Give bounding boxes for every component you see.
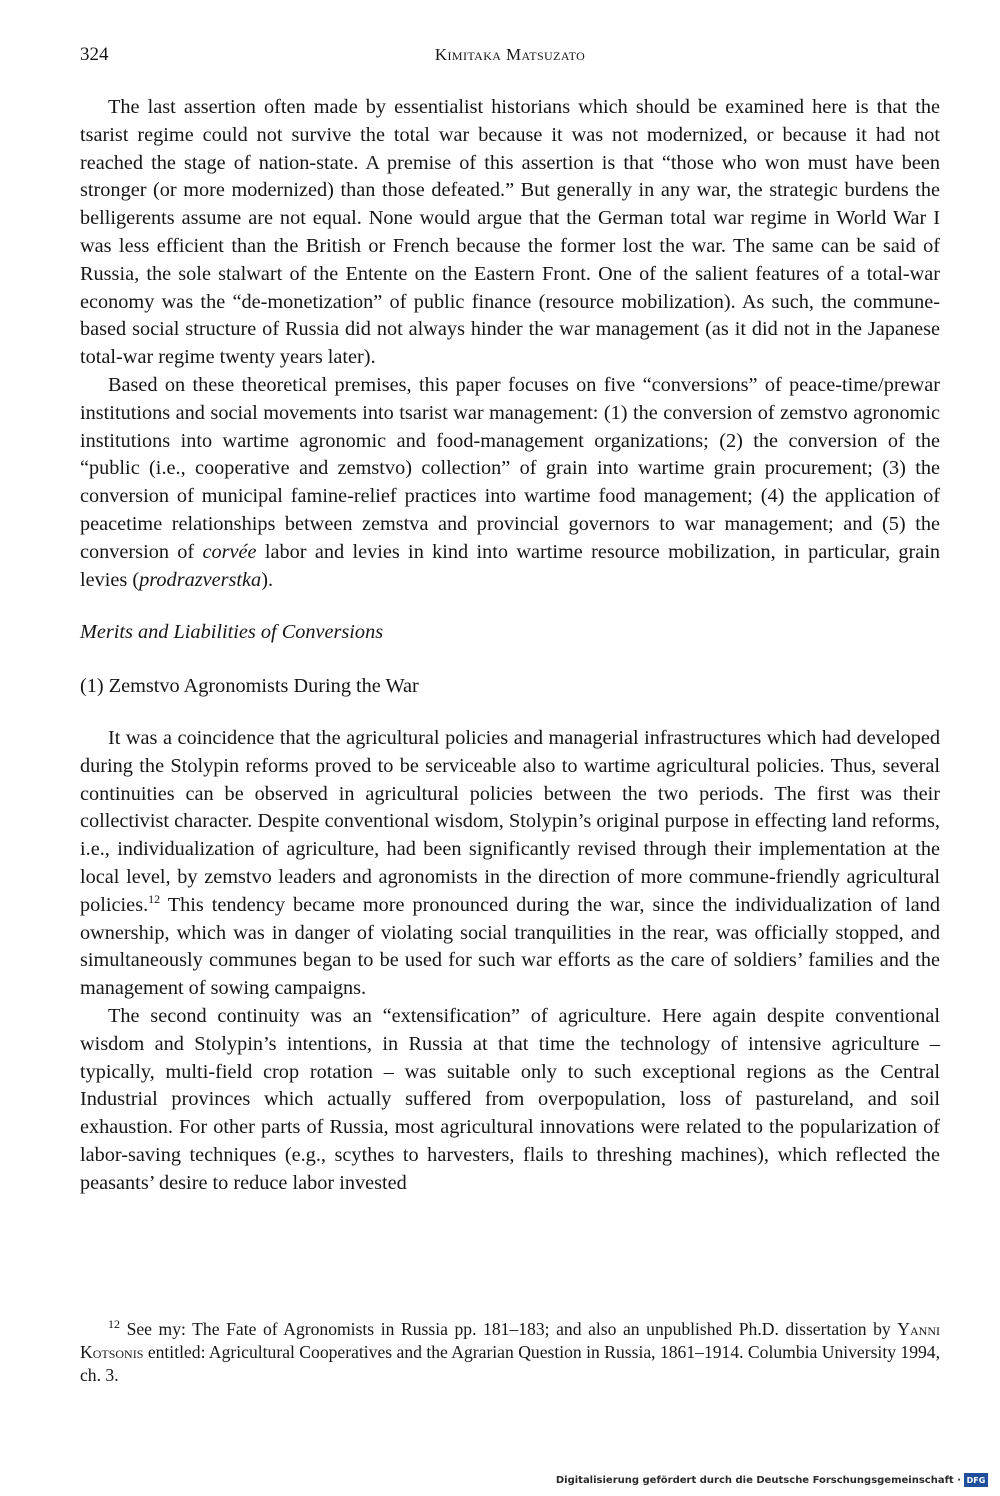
- page-number: 324: [80, 44, 109, 65]
- italic-term: corvée: [202, 540, 257, 563]
- digitization-footer: [556, 1471, 988, 1489]
- body-text: [80, 94, 940, 1197]
- footnote-author: Yanni Kotsonis: [80, 1319, 940, 1362]
- italic-term: prodrazverstka: [139, 568, 262, 591]
- page-header: [80, 44, 940, 74]
- footnote-mark: 12: [108, 1317, 120, 1332]
- footnote-text: See my: The Fate of Agronomists in Russia pp. 181–183; and also an unpublished Ph.D. dissertation by: [126, 1319, 891, 1339]
- paragraph: [80, 725, 940, 1003]
- paragraph: [80, 372, 940, 594]
- paragraph-text: labor and levies in kind into wartime resource mobilization, in particular, grain levies (: [80, 540, 941, 591]
- footnote: [80, 1318, 940, 1387]
- section-heading: Merits and Liabilities of Conversions: [80, 621, 384, 644]
- dfg-logo-icon: DFG: [964, 1473, 988, 1487]
- paragraph-text: Based on these theoretical premises, this paper focuses on five “conversions” of peace-time/prewar institutions and social movements into tsarist war management: (1) the conversion of zemstvo agronomic institutions into wartime agronomic and food-management organizations; (2) the conversion of the “public (i.e., cooperative and zemstvo) collection” of grain into wartime grain procurement; (3) the conversion of municipal famine-relief practices into wartime food management; (4) the application of peacetime relationships between zemstva and provincial governors to war management; and (5) the conversion of: [80, 373, 940, 563]
- footnotes: [80, 1318, 940, 1387]
- paragraph: The last assertion often made by essentialist historians which should be examined here is that the tsarist regime could not survive the total war because it was not modernized, or because it had not reached the stage of nation-state. A premise of this assertion is that “those who won must have been stronger (or more modernized) than those defeated.” But generally in any war, the strategic burdens the belligerents assume are not equal. None would argue that the German total war regime in World War I was less efficient than the British or French because the former lost the war. The same can be said of Russia, the sole stalwart of the Entente on the Eastern Front. One of the salient features of a total-war economy was the “de-monetization” of public finance (resource mobilization). As such, the commune-based social structure of Russia did not always hinder the war management (as it did not in the Japanese total-war regime twenty years later).: [80, 96, 940, 369]
- paragraph-text: It was a coincidence that the agricultural policies and managerial infrastructures which had developed during the Stolypin reforms proved to be serviceable also to wartime agricultural policies. Thus, several continuities can be observed in agricultural policies between the two periods. The first was their collectivist character. Despite conventional wisdom, Stolypin’s original purpose in effecting land reforms, i.e., individualization of agriculture, had been significantly revised through their implementation at the local level, by zemstvo leaders and agronomists in the direction of more commune-friendly agricultural policies.: [80, 726, 940, 916]
- footnote-reference[interactable]: 12: [148, 891, 161, 906]
- footnote-text: entitled: Agricultural Cooperatives and the Agrarian Question in Russia, 1861–1914. Columbia University 1994, ch. 3.: [80, 1342, 941, 1385]
- paragraph-text: ).: [261, 568, 274, 591]
- footer-credit: Digitalisierung gefördert durch die Deutsche Forschungsgemeinschaft ·: [555, 1474, 961, 1486]
- subsection-heading: (1) Zemstvo Agronomists During the War: [80, 675, 419, 698]
- running-head: Kimitaka Matsuzato: [434, 45, 586, 64]
- paragraph-text: This tendency became more pronounced during the war, since the individualization of land ownership, which was in danger of violating social tranquilities in the rear, was officially stopped, and simultaneously communes began to be used for such war efforts as the care of soldiers’ families and the management of sowing campaigns.: [80, 893, 940, 1000]
- paragraph: The second continuity was an “extensification” of agriculture. Here again despite conventional wisdom and Stolypin’s intentions, in Russia at that time the technology of intensive agriculture – typically, multi-field crop rotation – was suitable only to such exceptional regions as the Central Industrial provinces which actually suffered from overpopulation, loss of pastureland, and soil exhaustion. For other parts of Russia, most agricultural innovations were related to the popularization of labor-saving techniques (e.g., scythes to harvesters, flails to threshing machines), which reflected the peasants’ desire to reduce labor invested: [80, 1004, 940, 1194]
